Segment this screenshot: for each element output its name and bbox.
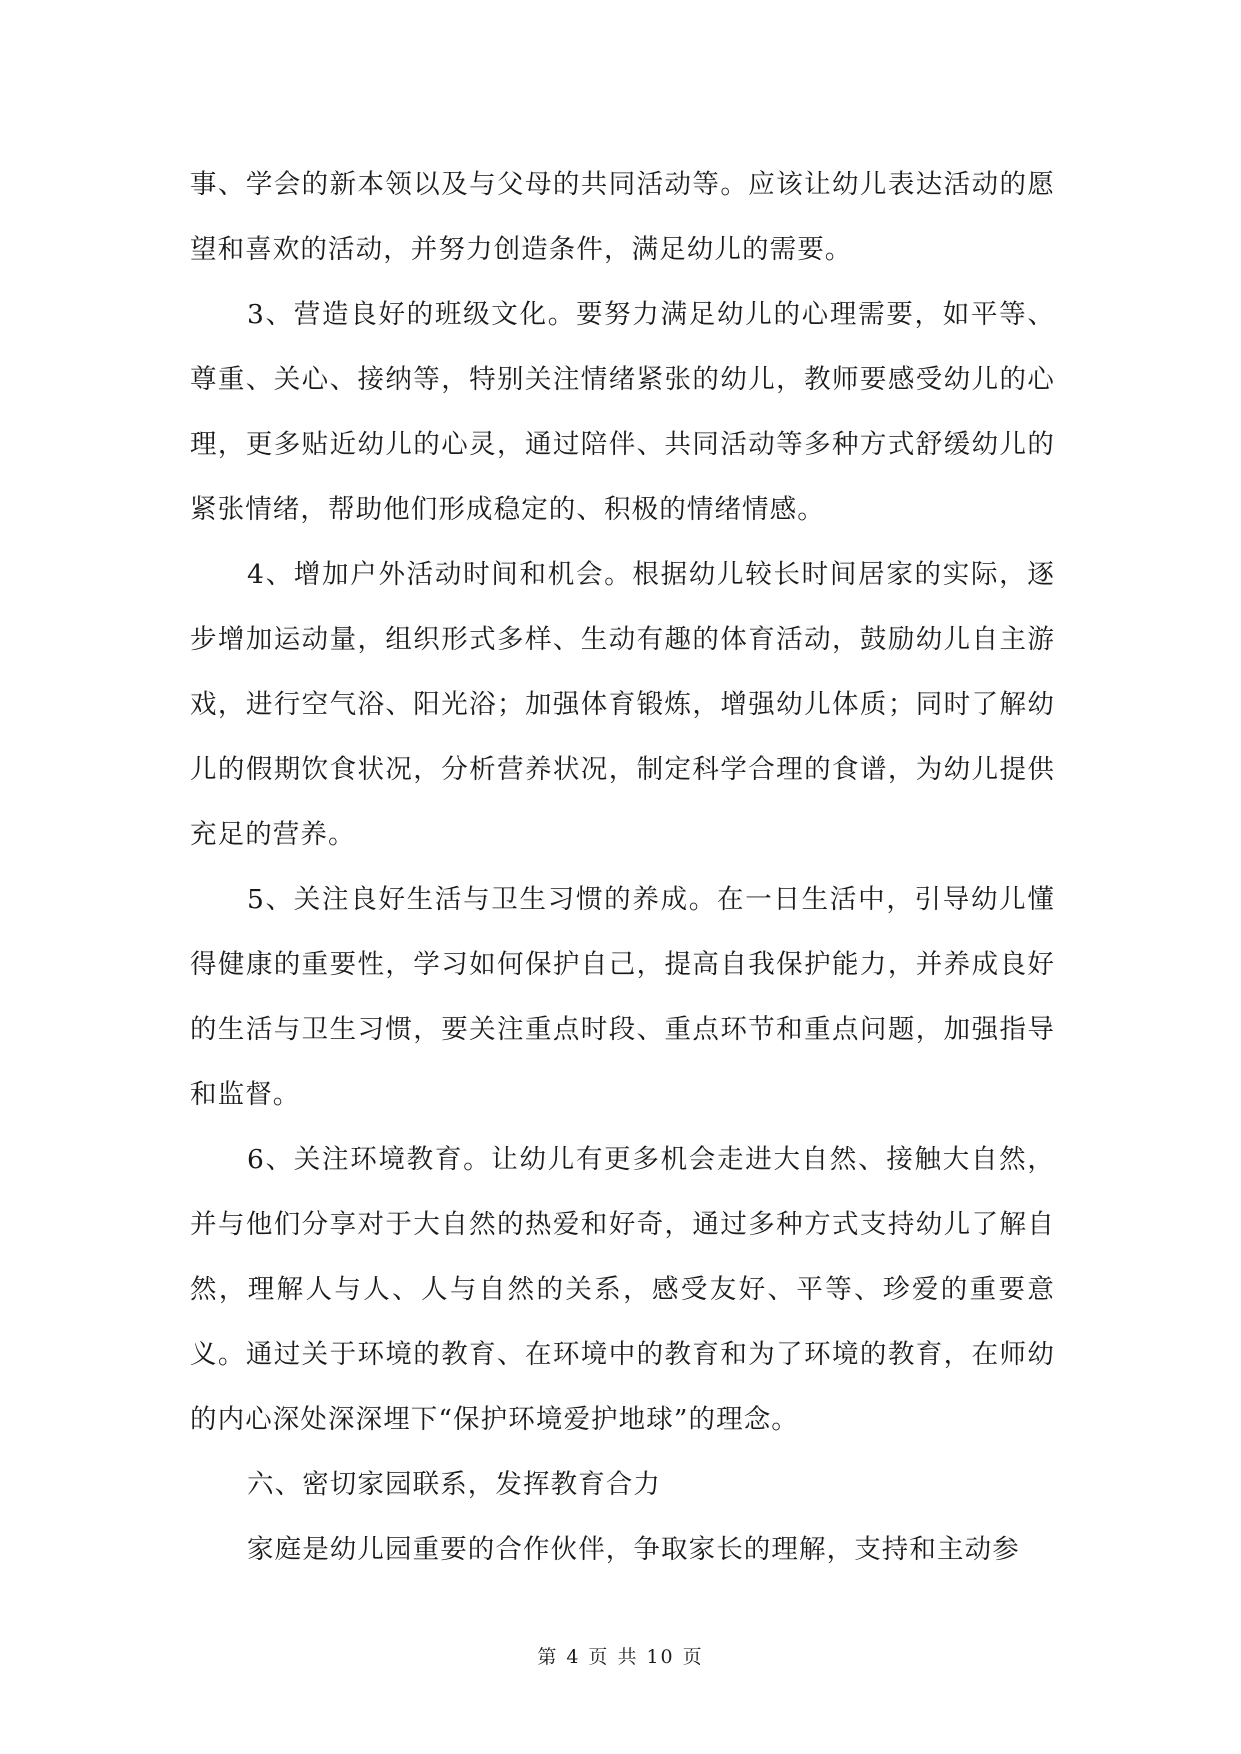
paragraph-item-3: 3、营造良好的班级文化。要努力满足幼儿的心理需要，如平等、尊重、关心、接纳等，特别关注情绪紧张的幼儿，教师要感受幼儿的心理，更多贴近幼儿的心灵，通过陪伴、共同活动等多种方式舒缓幼儿的紧张情绪，帮助他们形成稳定的、积极的情绪情感。: [190, 299, 1055, 525]
page-footer: [0, 1642, 1241, 1669]
footer-suffix: 页: [682, 1646, 704, 1668]
paragraph-item-4: 4、增加户外活动时间和机会。根据幼儿较长时间居家的实际，逐步增加运动量，组织形式多样、生动有趣的体育活动，鼓励幼儿自主游戏，进行空气浴、阳光浴；加强体育锻炼，增强幼儿体质；同时了解幼儿的假期饮食状况，分析营养状况，制定科学合理的食谱，为幼儿提供充足的营养。: [190, 559, 1055, 850]
paragraph-item-6: 6、关注环境教育。让幼儿有更多机会走进大自然、接触大自然，并与他们分享对于大自然的热爱和好奇，通过多种方式支持幼儿了解自然，理解人与人、人与自然的关系，感受友好、平等、珍爱的重要意义。通过关于环境的教育、在环境中的教育和为了环境的教育，在师幼的内心深处深深埋下“保护环境爱护地球”的理念。: [190, 1144, 1055, 1435]
footer-prefix: 第: [537, 1646, 559, 1668]
footer-middle: 页 共: [588, 1646, 639, 1668]
footer-total-pages: 10: [646, 1646, 675, 1668]
paragraph-family-cooperation: 家庭是幼儿园重要的合作伙伴，争取家长的理解，支持和主动参: [247, 1534, 1020, 1565]
footer-current-page: 4: [566, 1646, 581, 1668]
paragraph-item-5: 5、关注良好生活与卫生习惯的养成。在一日生活中，引导幼儿懂得健康的重要性，学习如何保护自己，提高自我保护能力，并养成良好的生活与卫生习惯，要关注重点时段、重点环节和重点问题，加强指导和监督。: [190, 884, 1055, 1110]
section-heading-6: 六、密切家园联系，发挥教育合力: [247, 1469, 661, 1500]
paragraph-continuation: 事、学会的新本领以及与父母的共同活动等。应该让幼儿表达活动的愿望和喜欢的活动，并努力创造条件，满足幼儿的需要。: [190, 169, 1055, 265]
document-body: [190, 152, 1055, 1582]
